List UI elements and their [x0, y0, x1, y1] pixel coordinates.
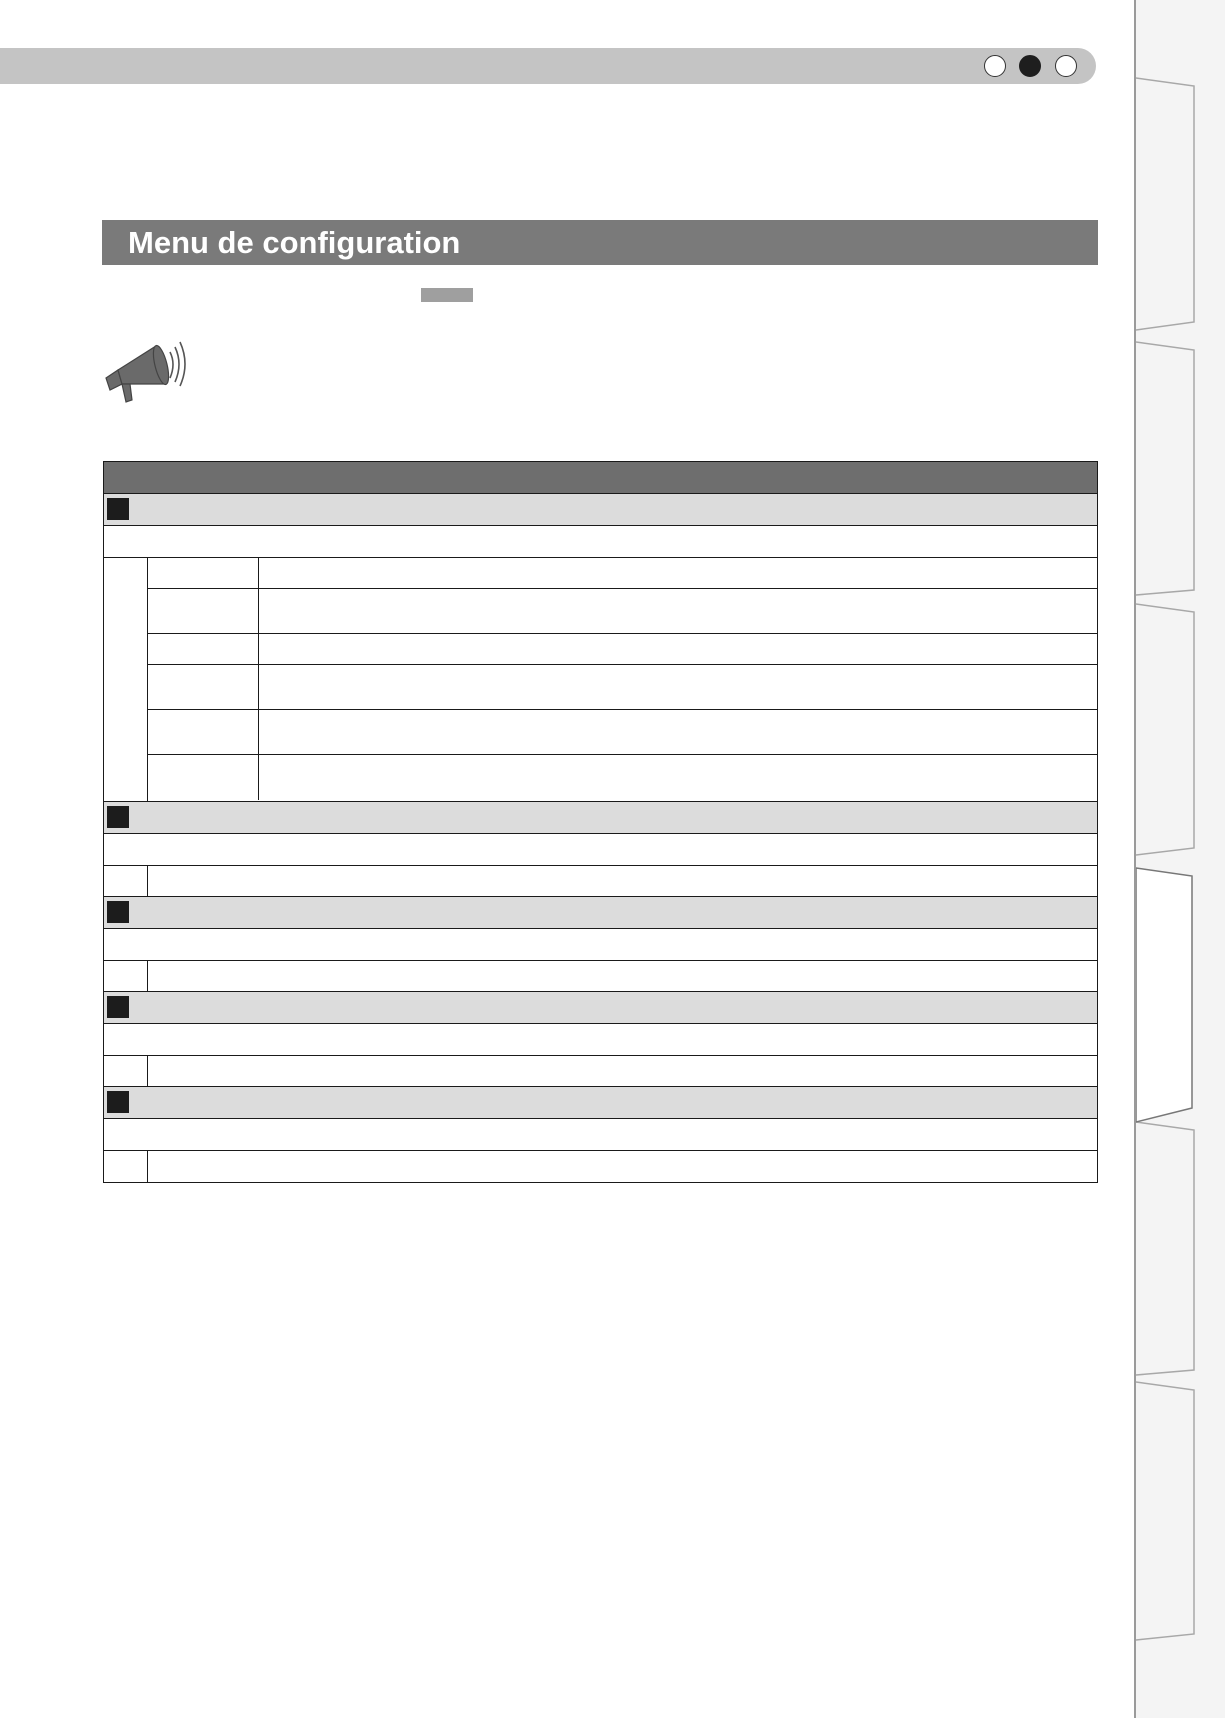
side-tabs: [1136, 0, 1225, 1718]
category-marker: [107, 498, 129, 520]
category-marker: [107, 1091, 129, 1113]
table-sub-row: [148, 710, 1097, 755]
table-row: [104, 1119, 1097, 1151]
side-tab-active: [1136, 868, 1192, 1122]
page-indicator-dot-3: [1055, 55, 1077, 77]
table-sub-row: [148, 589, 1097, 634]
table-category-row: [104, 1087, 1097, 1119]
table-row: [104, 961, 1097, 992]
table-sub-row: [148, 634, 1097, 665]
table-sub-row: [148, 665, 1097, 710]
table-category-row: [104, 992, 1097, 1024]
indent-cell: [104, 558, 148, 801]
table-row: [104, 1024, 1097, 1056]
category-marker: [107, 996, 129, 1018]
gray-chip: [421, 288, 473, 302]
category-marker: [107, 901, 129, 923]
category-marker: [107, 806, 129, 828]
section-title: Menu de configuration: [102, 220, 1098, 265]
table-row: [104, 526, 1097, 558]
table-sub-row: [148, 755, 1097, 800]
table-row: [104, 866, 1097, 897]
table-row: [104, 1151, 1097, 1182]
table-row: [104, 929, 1097, 961]
page-indicator-dot-1: [984, 55, 1006, 77]
table-category-row: [104, 897, 1097, 929]
table-category-row: [104, 802, 1097, 834]
table-row: [104, 1056, 1097, 1087]
table-header-row: [104, 462, 1097, 494]
table-sub-block: [104, 558, 1097, 802]
table-category-row: [104, 494, 1097, 526]
settings-table: [103, 461, 1098, 1183]
page-indicator-dot-2: [1019, 55, 1041, 77]
megaphone-icon: [100, 338, 190, 415]
table-sub-row: [148, 558, 1097, 589]
table-row: [104, 834, 1097, 866]
top-header-bar: [0, 48, 1096, 84]
